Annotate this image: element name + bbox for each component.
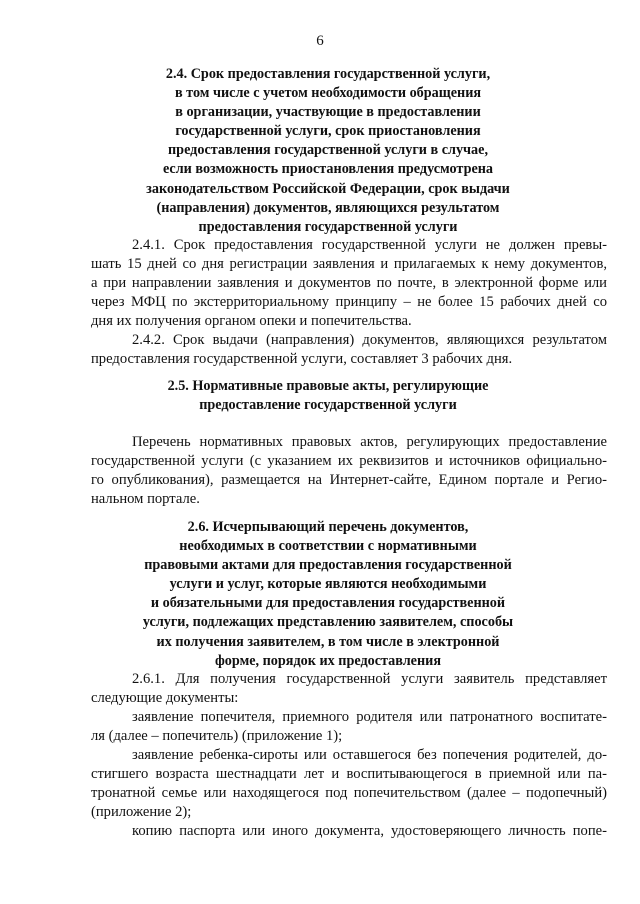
section-2-4-heading: [88, 65, 568, 237]
heading-line: 2.6. Исчерпывающий перечень документов,: [187, 519, 469, 535]
text-line: шать 15 дней со дня регистрации заявления и прилагаемых к нему документов,: [91, 256, 607, 273]
text-line: (приложение 2);: [91, 804, 192, 821]
heading-line: услуги и услуг, которые являются необходимыми: [169, 576, 487, 593]
text-line: через МФЦ по экстерриториальному принципу – не более 15 рабочих дней со: [91, 294, 607, 311]
text-line: заявление попечителя, приемного родителя или патронатного воспитате-: [132, 709, 607, 725]
section-2-5-heading: [88, 377, 568, 415]
paragraph-guardian-application: [91, 708, 607, 746]
paragraph-passport-copy: [91, 822, 607, 841]
page-number: 6: [316, 33, 324, 49]
paragraph-2-5: [91, 433, 607, 509]
text-line: а при направлении заявления и документов по почте, в электронной форме или: [91, 275, 607, 292]
heading-line: форме, порядок их предоставления: [214, 652, 442, 669]
text-line: предоставления государственной услуги, составляет 3 рабочих дня.: [91, 351, 513, 368]
text-line: 2.6.1. Для получения государственной услуги заявитель представляет: [132, 671, 607, 687]
heading-line: и обязательными для предоставления государственной: [150, 595, 506, 612]
text-line: 2.4.2. Срок выдачи (направления) документов, являющихся результатом: [132, 332, 607, 348]
heading-line: 2.4. Срок предоставления государственной услуги,: [165, 66, 491, 82]
paragraph-ward-application: [91, 746, 607, 822]
paragraph-2-6-1: [91, 670, 607, 708]
heading-line: необходимых в соответствии с нормативными: [179, 538, 477, 555]
text-line: дня их получения органом опеки и попечительства.: [91, 313, 412, 330]
text-line: Перечень нормативных правовых актов, регулирующих предоставление: [132, 434, 607, 450]
text-line: копию паспорта или иного документа, удостоверяющего личность попе-: [132, 823, 607, 839]
text-line: ля (далее – попечитель) (приложение 1);: [91, 728, 343, 745]
text-line: следующие документы:: [91, 690, 239, 707]
heading-line: правовыми актами для предоставления государственной: [144, 557, 512, 574]
heading-line: их получения заявителем, в том числе в электронной: [156, 633, 500, 650]
heading-line: в организации, участвующие в предоставлении: [175, 104, 481, 121]
heading-line: государственной услуги, срок приостановления: [175, 123, 481, 140]
heading-line: предоставление государственной услуги: [199, 397, 457, 414]
text-line: государственной услуги (с указанием их реквизитов и источников официально-: [91, 453, 607, 470]
heading-line: предоставления государственной услуги: [198, 218, 458, 235]
heading-line: (направления) документов, являющихся результатом: [156, 199, 500, 216]
heading-line: если возможность приостановления предусмотрена: [162, 161, 494, 178]
text-line: нальном портале.: [91, 491, 200, 508]
heading-line: 2.5. Нормативные правовые акты, регулирующие: [167, 378, 489, 394]
text-line: 2.4.1. Срок предоставления государственной услуги не должен превы-: [132, 237, 607, 253]
text-line: заявление ребенка-сироты или оставшегося без попечения родителей, до-: [132, 747, 607, 763]
section-2-6-heading: [88, 518, 568, 671]
paragraph-2-4-1: [91, 236, 607, 331]
paragraph-2-4-2: [91, 331, 607, 369]
text-line: го опубликования), размещается на Интернет-сайте, Едином портале и Регио-: [91, 472, 607, 489]
text-line: тронатной семье или находящегося под попечительством (далее – подопечный): [91, 785, 607, 802]
heading-line: предоставления государственной услуги в случае,: [168, 142, 488, 159]
text-line: стигшего возраста шестнадцати лет и воспитывающегося в приемной или па-: [91, 766, 607, 783]
heading-line: в том числе с учетом необходимости обращения: [174, 85, 482, 102]
heading-line: услуги, подлежащих представлению заявителем, способы: [142, 614, 514, 631]
heading-line: законодательством Российской Федерации, срок выдачи: [146, 180, 510, 197]
